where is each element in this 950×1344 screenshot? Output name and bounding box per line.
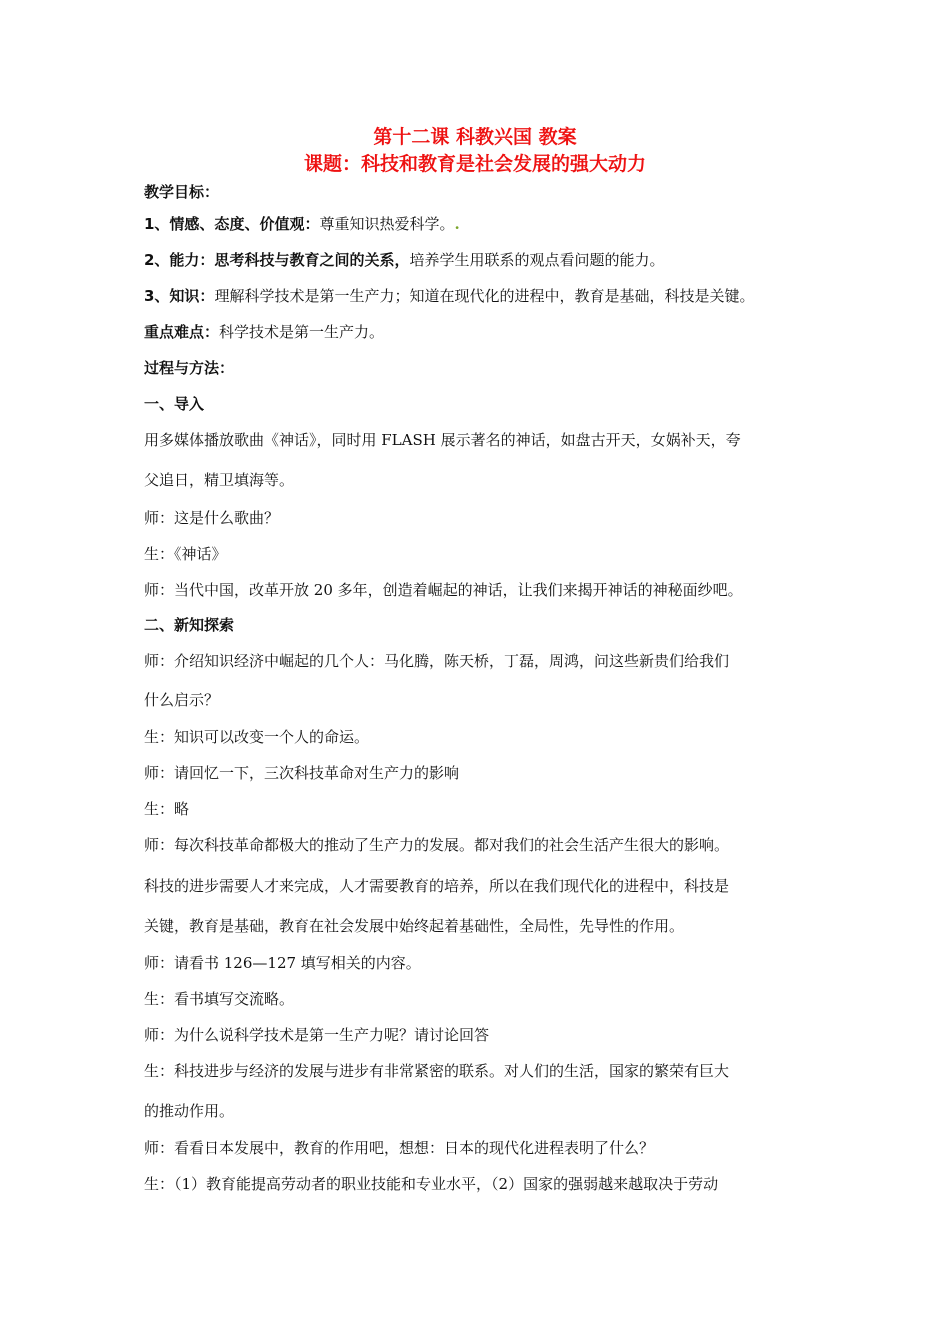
paragraph: 师：介绍知识经济中崛起的几个人：马化腾，陈天桥，丁磊，周鸿，问这些新贵们给我们 <box>144 652 730 670</box>
paragraph: 生：略 <box>144 800 190 818</box>
key-points-label: 重点难点： <box>144 323 220 341</box>
goals-heading: 教学目标： <box>144 183 220 201</box>
lesson-title: 第十二课 科教兴国 教案 <box>373 126 577 148</box>
paragraph: 生：看书填写交流略。 <box>144 990 295 1008</box>
paragraph: 师：请看书 126—127 填写相关的内容。 <box>144 954 421 972</box>
section-1-heading: 一、导入 <box>144 395 205 413</box>
goal-1-mark: . <box>454 215 460 233</box>
paragraph: 科技的进步需要人才来完成，人才需要教育的培养，所以在我们现代化的进程中，科技是 <box>144 877 730 895</box>
paragraph: 师：每次科技革命都极大的推动了生产力的发展。都对我们的社会生活产生很大的影响。 <box>144 836 730 854</box>
paragraph: 师：这是什么歌曲？ <box>144 509 280 527</box>
goal-2-label: 2、能力：思考科技与教育之间的关系， <box>144 251 410 269</box>
paragraph: 生：知识可以改变一个人的命运。 <box>144 728 370 746</box>
paragraph: 师：当代中国，改革开放 20 多年，创造着崛起的神话，让我们来揭开神话的神秘面纱吧。 <box>144 581 743 599</box>
goal-3-label: 3、知识： <box>144 287 215 305</box>
paragraph: 生：科技进步与经济的发展与进步有非常紧密的联系。对人们的生活，国家的繁荣有巨大 <box>144 1062 730 1080</box>
paragraph: 关键，教育是基础，教育在社会发展中始终起着基础性，全局性，先导性的作用。 <box>144 917 685 935</box>
lesson-topic: 课题：科技和教育是社会发展的强大动力 <box>303 153 646 175</box>
key-points <box>144 322 384 342</box>
goal-1-text: 尊重知识热爱科学。 <box>319 215 455 233</box>
goal-2-text: 培养学生用联系的观点看问题的能力。 <box>409 251 665 269</box>
paragraph: 生：《神话》 <box>144 545 227 563</box>
paragraph: 师：请回忆一下，三次科技革命对生产力的影响 <box>144 764 460 782</box>
paragraph: 师：看看日本发展中，教育的作用吧，想想：日本的现代化进程表明了什么？ <box>144 1139 655 1157</box>
paragraph: 生：（1）教育能提高劳动者的职业技能和专业水平，（2）国家的强弱越来越取决于劳动 <box>144 1175 719 1193</box>
goal-3-text: 理解科学技术是第一生产力；知道在现代化的进程中，教育是基础，科技是关键。 <box>214 287 755 305</box>
key-points-text: 科学技术是第一生产力。 <box>219 323 385 341</box>
goal-1 <box>144 214 460 234</box>
paragraph: 师：为什么说科学技术是第一生产力呢？请讨论回答 <box>144 1026 490 1044</box>
goal-3 <box>144 286 754 306</box>
goal-2 <box>144 250 664 270</box>
paragraph: 用多媒体播放歌曲《神话》，同时用 FLASH 展示著名的神话，如盘古开天，女娲补天，夸 <box>144 431 741 449</box>
paragraph: 的推动作用。 <box>144 1102 235 1120</box>
paragraph: 什么启示？ <box>144 691 220 709</box>
process-heading: 过程与方法： <box>144 359 235 377</box>
section-2-heading: 二、新知探索 <box>144 616 235 634</box>
paragraph: 父追日，精卫填海等。 <box>144 471 295 489</box>
goal-1-label: 1、情感、态度、价值观： <box>144 215 320 233</box>
